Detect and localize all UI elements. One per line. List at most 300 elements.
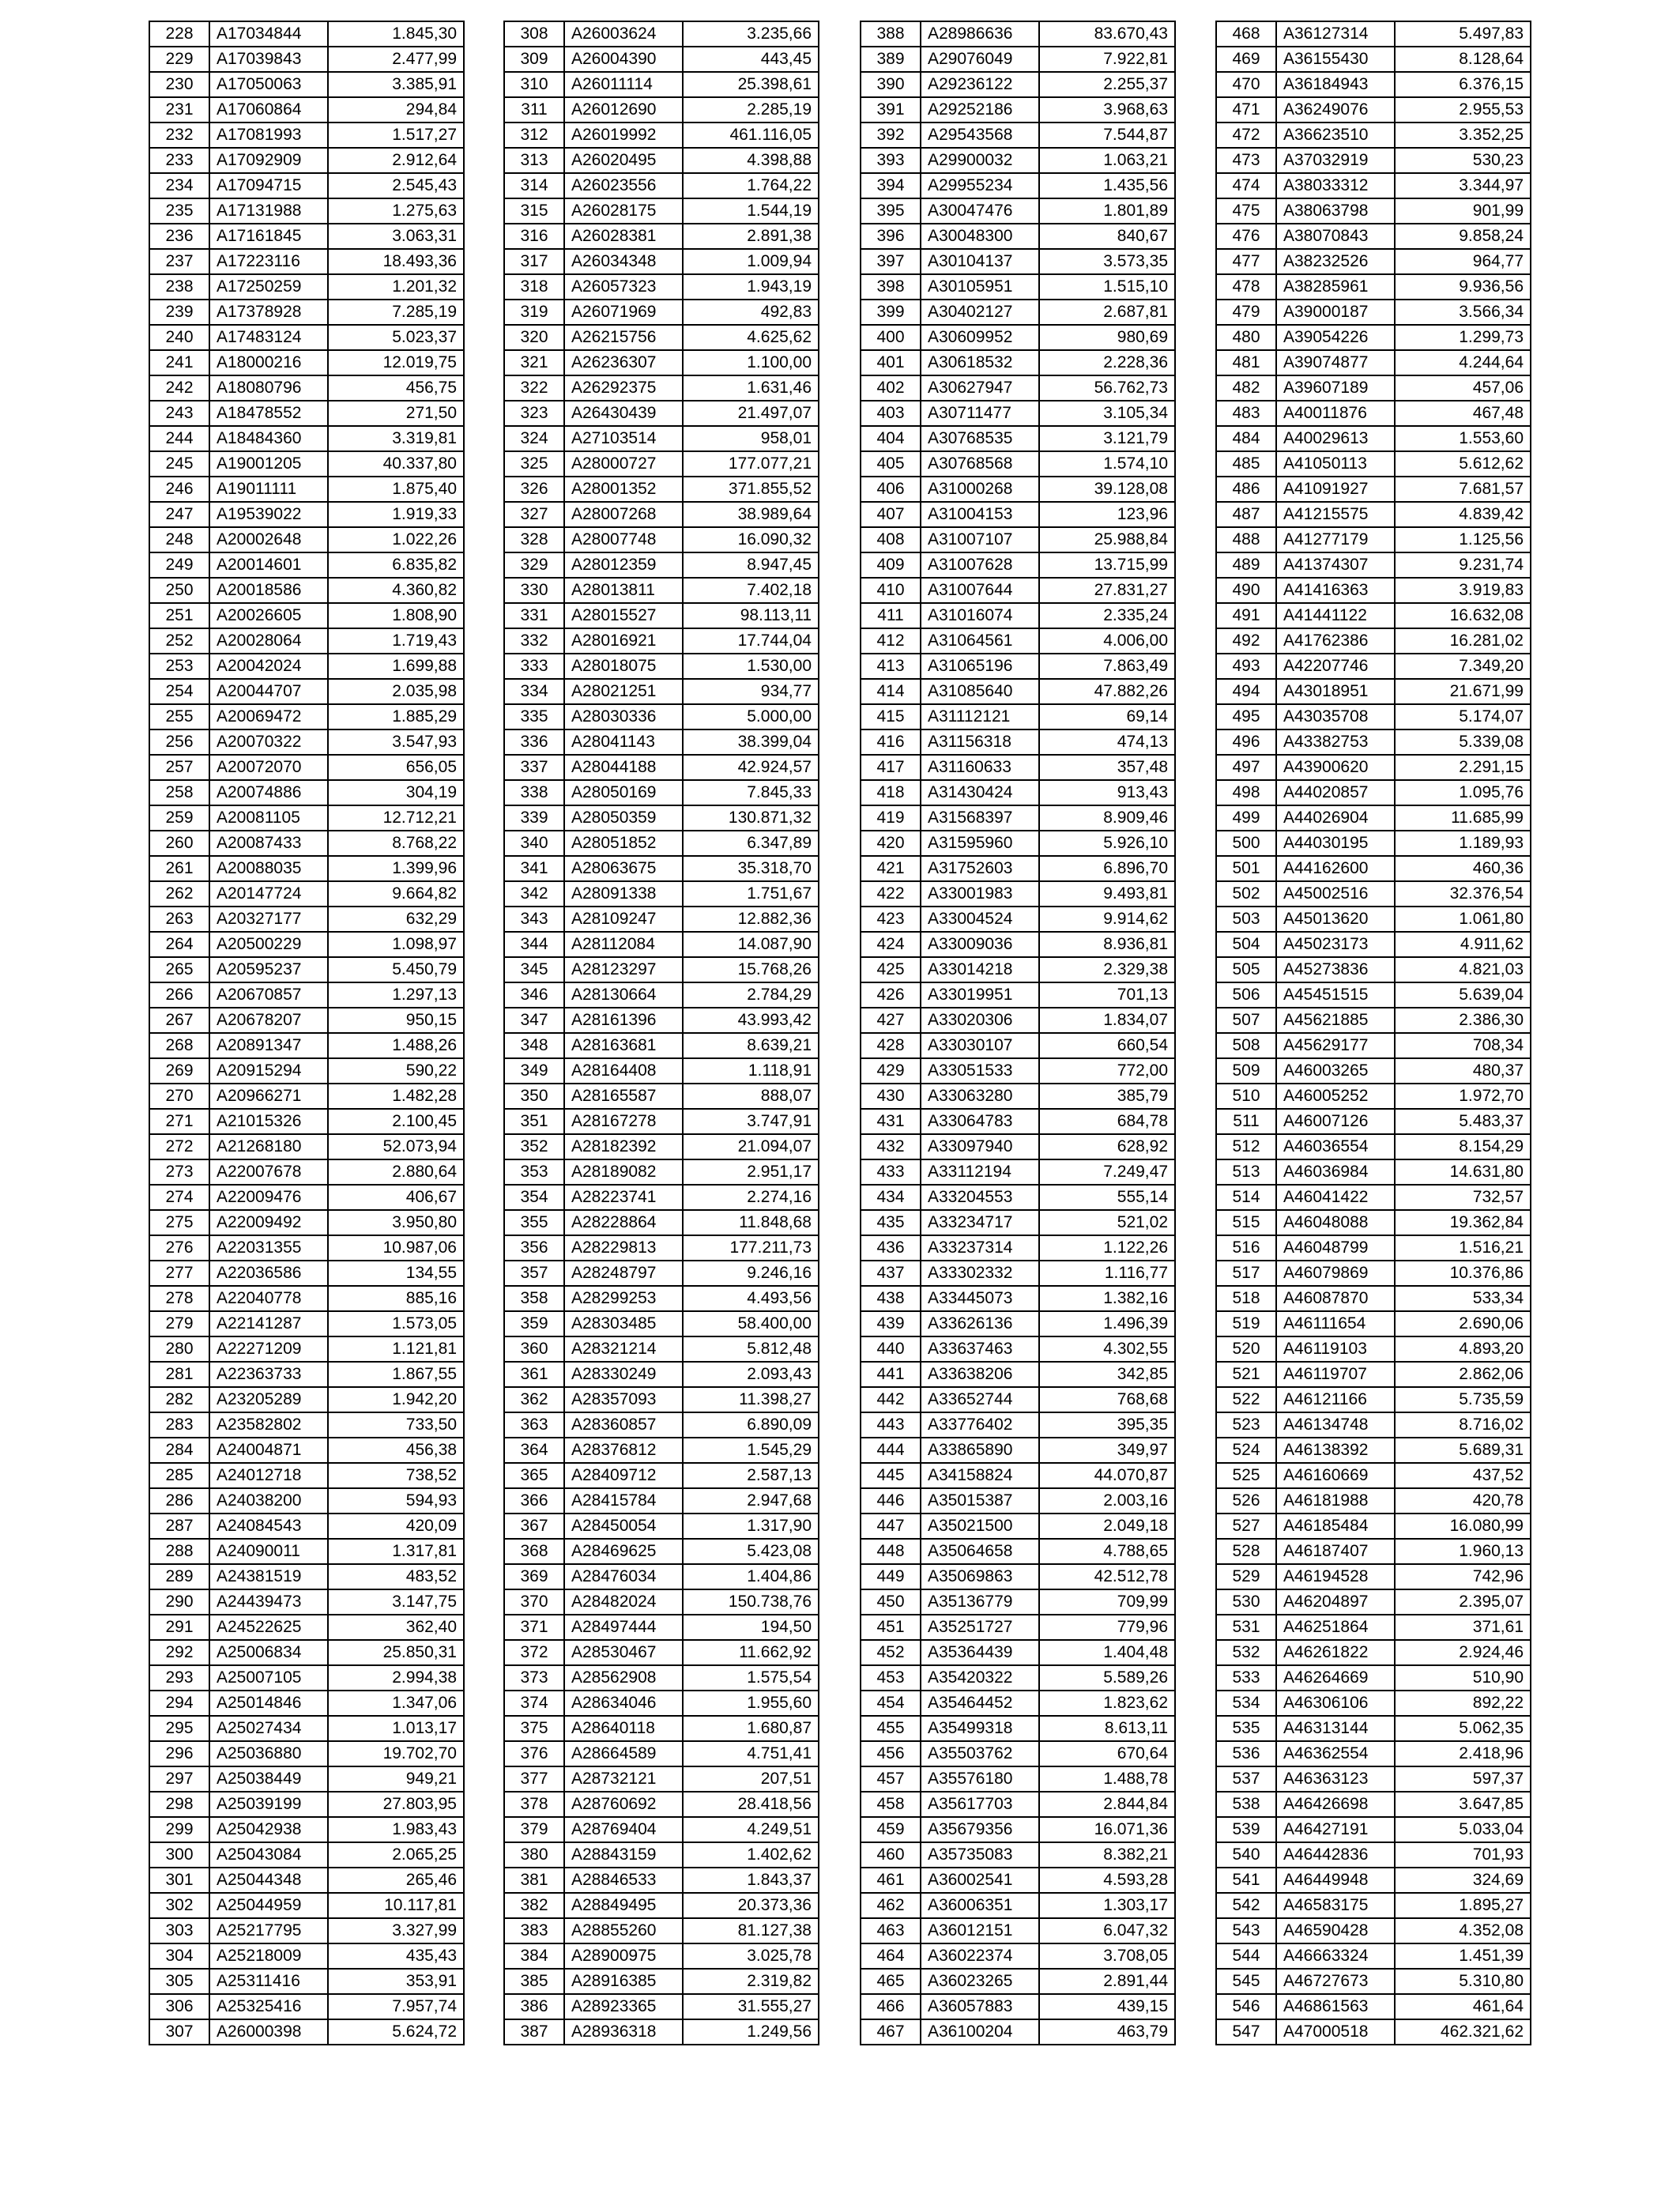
row-number: 380 <box>504 1842 564 1868</box>
account-code: A26000398 <box>209 2019 328 2045</box>
row-number: 473 <box>1216 148 1276 173</box>
table-row <box>861 2019 1175 2045</box>
amount: 1.751,67 <box>683 881 819 907</box>
amount: 2.690,06 <box>1395 1311 1531 1336</box>
row-number: 464 <box>861 1943 921 1969</box>
account-code: A33234717 <box>921 1210 1039 1235</box>
account-code: A46181988 <box>1276 1488 1395 1514</box>
table-row <box>504 1741 819 1766</box>
amount: 194,50 <box>683 1615 819 1640</box>
row-number: 256 <box>149 729 209 755</box>
row-number: 510 <box>1216 1084 1276 1109</box>
table-row <box>861 881 1175 907</box>
table-row <box>149 1640 464 1665</box>
row-number: 418 <box>861 780 921 805</box>
amount: 5.062,35 <box>1395 1716 1531 1741</box>
row-number: 245 <box>149 451 209 477</box>
table-row <box>1216 451 1531 477</box>
amount: 701,93 <box>1395 1842 1531 1868</box>
amount: 684,78 <box>1039 1109 1175 1134</box>
account-code: A28223741 <box>564 1185 683 1210</box>
table-row <box>149 907 464 932</box>
account-code: A28482024 <box>564 1589 683 1615</box>
amount: 1.885,29 <box>328 704 464 729</box>
amount: 4.911,62 <box>1395 932 1531 957</box>
amount: 1.399,96 <box>328 856 464 881</box>
amount: 590,22 <box>328 1058 464 1084</box>
table-row <box>861 1792 1175 1817</box>
table-row <box>504 198 819 224</box>
row-number: 449 <box>861 1564 921 1589</box>
table-row <box>861 502 1175 527</box>
account-code: A33237314 <box>921 1235 1039 1261</box>
amount: 42.924,57 <box>683 755 819 780</box>
table-row <box>1216 1134 1531 1159</box>
amount: 467,48 <box>1395 401 1531 426</box>
amount: 395,35 <box>1039 1412 1175 1438</box>
amount: 304,19 <box>328 780 464 805</box>
amount: 457,06 <box>1395 375 1531 401</box>
table-row <box>149 1134 464 1159</box>
amount: 480,37 <box>1395 1058 1531 1084</box>
amount: 3.708,05 <box>1039 1943 1175 1969</box>
account-code: A22141287 <box>209 1311 328 1336</box>
row-number: 260 <box>149 831 209 856</box>
row-number: 364 <box>504 1438 564 1463</box>
account-code: A41416363 <box>1276 578 1395 603</box>
account-code: A41374307 <box>1276 552 1395 578</box>
table-row <box>1216 1943 1531 1969</box>
account-code: A43900620 <box>1276 755 1395 780</box>
table-row <box>149 982 464 1008</box>
amount: 371,61 <box>1395 1615 1531 1640</box>
amount: 13.715,99 <box>1039 552 1175 578</box>
row-number: 481 <box>1216 350 1276 375</box>
table-row <box>1216 1842 1531 1868</box>
amount: 16.071,36 <box>1039 1817 1175 1842</box>
table-row <box>149 1994 464 2019</box>
amount: 207,51 <box>683 1766 819 1792</box>
account-code: A44030195 <box>1276 831 1395 856</box>
account-code: A36184943 <box>1276 72 1395 97</box>
row-number: 521 <box>1216 1362 1276 1387</box>
table-row <box>861 1311 1175 1336</box>
table-row <box>504 654 819 679</box>
table-row <box>149 856 464 881</box>
table-row <box>861 578 1175 603</box>
table-row <box>149 274 464 300</box>
account-code: A17092909 <box>209 148 328 173</box>
account-code: A20891347 <box>209 1033 328 1058</box>
table-row <box>1216 1994 1531 2019</box>
amount: 5.310,80 <box>1395 1969 1531 1994</box>
table-row <box>861 1412 1175 1438</box>
row-number: 529 <box>1216 1564 1276 1589</box>
row-number: 233 <box>149 148 209 173</box>
account-code: A26012690 <box>564 97 683 123</box>
row-number: 439 <box>861 1311 921 1336</box>
amount: 3.121,79 <box>1039 426 1175 451</box>
table-row <box>504 1084 819 1109</box>
account-code: A31595960 <box>921 831 1039 856</box>
account-code: A46111654 <box>1276 1311 1395 1336</box>
account-code: A39000187 <box>1276 300 1395 325</box>
table-row <box>504 97 819 123</box>
account-code: A46449948 <box>1276 1868 1395 1893</box>
account-code: A20072070 <box>209 755 328 780</box>
row-number: 316 <box>504 224 564 249</box>
table-row <box>1216 654 1531 679</box>
row-number: 280 <box>149 1336 209 1362</box>
row-number: 520 <box>1216 1336 1276 1362</box>
table-row <box>861 729 1175 755</box>
account-code: A46264669 <box>1276 1665 1395 1691</box>
account-code: A25043084 <box>209 1842 328 1868</box>
amount: 39.128,08 <box>1039 477 1175 502</box>
amount: 5.174,07 <box>1395 704 1531 729</box>
account-code: A39074877 <box>1276 350 1395 375</box>
row-number: 432 <box>861 1134 921 1159</box>
row-number: 406 <box>861 477 921 502</box>
account-code: A28469625 <box>564 1539 683 1564</box>
row-number: 506 <box>1216 982 1276 1008</box>
account-code: A46362554 <box>1276 1741 1395 1766</box>
table-row <box>149 957 464 982</box>
table-row <box>1216 1589 1531 1615</box>
table-row <box>861 1615 1175 1640</box>
row-number: 229 <box>149 47 209 72</box>
account-code: A44026904 <box>1276 805 1395 831</box>
table-row <box>149 1235 464 1261</box>
table-row <box>504 477 819 502</box>
row-number: 398 <box>861 274 921 300</box>
account-code: A46187407 <box>1276 1539 1395 1564</box>
amount: 8.639,21 <box>683 1033 819 1058</box>
amount: 21.094,07 <box>683 1134 819 1159</box>
account-code: A25217795 <box>209 1918 328 1943</box>
table-row <box>1216 679 1531 704</box>
row-number: 243 <box>149 401 209 426</box>
account-code: A28007268 <box>564 502 683 527</box>
table-row <box>149 704 464 729</box>
table-row <box>149 21 464 47</box>
account-code: A28299253 <box>564 1286 683 1311</box>
row-number: 254 <box>149 679 209 704</box>
row-number: 330 <box>504 578 564 603</box>
row-number: 407 <box>861 502 921 527</box>
account-code: A30609952 <box>921 325 1039 350</box>
amount: 5.589,26 <box>1039 1665 1175 1691</box>
amount: 25.398,61 <box>683 72 819 97</box>
row-number: 492 <box>1216 628 1276 654</box>
account-code: A28664589 <box>564 1741 683 1766</box>
row-number: 307 <box>149 2019 209 2045</box>
row-number: 541 <box>1216 1868 1276 1893</box>
account-code: A33112194 <box>921 1159 1039 1185</box>
table-row <box>504 1589 819 1615</box>
amount: 11.398,27 <box>683 1387 819 1412</box>
account-code: A46041422 <box>1276 1185 1395 1210</box>
account-code: A43035708 <box>1276 704 1395 729</box>
table-row <box>1216 1311 1531 1336</box>
table-row <box>504 603 819 628</box>
account-code: A18080796 <box>209 375 328 401</box>
account-code: A28986636 <box>921 21 1039 47</box>
row-number: 372 <box>504 1640 564 1665</box>
amount: 5.624,72 <box>328 2019 464 2045</box>
account-code: A36002541 <box>921 1868 1039 1893</box>
table-row <box>504 300 819 325</box>
amount: 2.994,38 <box>328 1665 464 1691</box>
table-row <box>504 1488 819 1514</box>
row-number: 262 <box>149 881 209 907</box>
table-row <box>1216 628 1531 654</box>
row-number: 487 <box>1216 502 1276 527</box>
row-number: 511 <box>1216 1109 1276 1134</box>
row-number: 482 <box>1216 375 1276 401</box>
table-row <box>861 47 1175 72</box>
table-row <box>1216 198 1531 224</box>
amount: 2.035,98 <box>328 679 464 704</box>
row-number: 336 <box>504 729 564 755</box>
amount: 271,50 <box>328 401 464 426</box>
row-number: 389 <box>861 47 921 72</box>
account-code: A24522625 <box>209 1615 328 1640</box>
account-code: A31004153 <box>921 502 1039 527</box>
account-code: A28415784 <box>564 1488 683 1514</box>
table-row <box>1216 1235 1531 1261</box>
row-number: 513 <box>1216 1159 1276 1185</box>
account-code: A25044959 <box>209 1893 328 1918</box>
row-number: 239 <box>149 300 209 325</box>
amount: 10.117,81 <box>328 1893 464 1918</box>
row-number: 273 <box>149 1159 209 1185</box>
row-number: 344 <box>504 932 564 957</box>
row-number: 310 <box>504 72 564 97</box>
table-row <box>149 1589 464 1615</box>
account-code: A46138392 <box>1276 1438 1395 1463</box>
amount: 342,85 <box>1039 1362 1175 1387</box>
row-number: 535 <box>1216 1716 1276 1741</box>
table-row <box>504 1109 819 1134</box>
account-code: A31568397 <box>921 805 1039 831</box>
account-code: A29236122 <box>921 72 1039 97</box>
account-code: A20670857 <box>209 982 328 1008</box>
amount: 3.025,78 <box>683 1943 819 1969</box>
account-code: A36155430 <box>1276 47 1395 72</box>
table-row <box>149 1185 464 1210</box>
amount: 492,83 <box>683 300 819 325</box>
table-row <box>861 831 1175 856</box>
account-code: A35735083 <box>921 1842 1039 1868</box>
account-code: A20147724 <box>209 881 328 907</box>
account-code: A35251727 <box>921 1615 1039 1640</box>
account-code: A41441122 <box>1276 603 1395 628</box>
amount: 10.376,86 <box>1395 1261 1531 1286</box>
table-row <box>149 1488 464 1514</box>
table-row <box>504 1691 819 1716</box>
amount: 1.573,05 <box>328 1311 464 1336</box>
amount: 901,99 <box>1395 198 1531 224</box>
table-row <box>861 1640 1175 1665</box>
amount: 742,96 <box>1395 1564 1531 1589</box>
amount: 8.947,45 <box>683 552 819 578</box>
account-code: A41091927 <box>1276 477 1395 502</box>
table-row <box>504 628 819 654</box>
amount: 27.803,95 <box>328 1792 464 1817</box>
table-row <box>1216 325 1531 350</box>
table-row <box>504 982 819 1008</box>
account-code: A25027434 <box>209 1716 328 1741</box>
row-number: 290 <box>149 1589 209 1615</box>
row-number: 547 <box>1216 2019 1276 2045</box>
table-row <box>861 1261 1175 1286</box>
table-row <box>1216 805 1531 831</box>
row-number: 247 <box>149 502 209 527</box>
table-row <box>149 755 464 780</box>
ledger-column-4 <box>1215 21 1531 2045</box>
table-row <box>1216 1008 1531 1033</box>
account-code: A35576180 <box>921 1766 1039 1792</box>
amount: 371.855,52 <box>683 477 819 502</box>
amount: 980,69 <box>1039 325 1175 350</box>
amount: 885,16 <box>328 1286 464 1311</box>
account-code: A35069863 <box>921 1564 1039 1589</box>
amount: 1.517,27 <box>328 123 464 148</box>
amount: 81.127,38 <box>683 1918 819 1943</box>
table-row <box>1216 1514 1531 1539</box>
table-row <box>861 123 1175 148</box>
account-code: A33204553 <box>921 1185 1039 1210</box>
row-number: 242 <box>149 375 209 401</box>
table-row <box>149 451 464 477</box>
ledger-column-1 <box>149 21 465 2045</box>
row-number: 441 <box>861 1362 921 1387</box>
table-row <box>504 1008 819 1033</box>
account-code: A28018075 <box>564 654 683 679</box>
table-row <box>861 957 1175 982</box>
amount: 47.882,26 <box>1039 679 1175 704</box>
amount: 28.418,56 <box>683 1792 819 1817</box>
row-number: 327 <box>504 502 564 527</box>
table-row <box>1216 1868 1531 1893</box>
table-row <box>149 1817 464 1842</box>
account-code: A33652744 <box>921 1387 1039 1412</box>
row-number: 250 <box>149 578 209 603</box>
row-number: 329 <box>504 552 564 578</box>
amount: 3.105,34 <box>1039 401 1175 426</box>
account-code: A20595237 <box>209 957 328 982</box>
row-number: 318 <box>504 274 564 300</box>
account-code: A33445073 <box>921 1286 1039 1311</box>
account-code: A37032919 <box>1276 148 1395 173</box>
table-row <box>861 1286 1175 1311</box>
table-row <box>504 1058 819 1084</box>
row-number: 419 <box>861 805 921 831</box>
account-code: A46036984 <box>1276 1159 1395 1185</box>
amount: 4.893,20 <box>1395 1336 1531 1362</box>
row-number: 315 <box>504 198 564 224</box>
row-number: 370 <box>504 1589 564 1615</box>
amount: 8.936,81 <box>1039 932 1175 957</box>
row-number: 325 <box>504 451 564 477</box>
amount: 3.950,80 <box>328 1210 464 1235</box>
account-code: A25042938 <box>209 1817 328 1842</box>
amount: 15.768,26 <box>683 957 819 982</box>
account-code: A17161845 <box>209 224 328 249</box>
table-row <box>1216 1665 1531 1691</box>
amount: 461.116,05 <box>683 123 819 148</box>
amount: 6.835,82 <box>328 552 464 578</box>
amount: 2.784,29 <box>683 982 819 1008</box>
amount: 8.128,64 <box>1395 47 1531 72</box>
table-row <box>504 148 819 173</box>
row-number: 437 <box>861 1261 921 1286</box>
amount: 3.919,83 <box>1395 578 1531 603</box>
table-row <box>1216 401 1531 426</box>
amount: 25.988,84 <box>1039 527 1175 552</box>
account-code: A46005252 <box>1276 1084 1395 1109</box>
table-row <box>149 1741 464 1766</box>
row-number: 343 <box>504 907 564 932</box>
amount: 12.019,75 <box>328 350 464 375</box>
account-code: A30048300 <box>921 224 1039 249</box>
row-number: 514 <box>1216 1185 1276 1210</box>
amount: 738,52 <box>328 1463 464 1488</box>
row-number: 306 <box>149 1994 209 2019</box>
amount: 2.477,99 <box>328 47 464 72</box>
amount: 1.402,62 <box>683 1842 819 1868</box>
account-code: A33051533 <box>921 1058 1039 1084</box>
table-row <box>861 907 1175 932</box>
account-code: A31016074 <box>921 603 1039 628</box>
table-row <box>1216 1033 1531 1058</box>
table-row <box>504 1412 819 1438</box>
account-code: A20002648 <box>209 527 328 552</box>
ledger-column-2 <box>503 21 819 2045</box>
amount: 1.022,26 <box>328 527 464 552</box>
row-number: 463 <box>861 1918 921 1943</box>
account-code: A28021251 <box>564 679 683 704</box>
account-code: A33865890 <box>921 1438 1039 1463</box>
row-number: 270 <box>149 1084 209 1109</box>
table-row <box>504 1134 819 1159</box>
row-number: 291 <box>149 1615 209 1640</box>
row-number: 383 <box>504 1918 564 1943</box>
amount: 4.788,65 <box>1039 1539 1175 1564</box>
account-code: A28450054 <box>564 1514 683 1539</box>
account-code: A46663324 <box>1276 1943 1395 1969</box>
row-number: 507 <box>1216 1008 1276 1033</box>
account-code: A17131988 <box>209 198 328 224</box>
amount: 353,91 <box>328 1969 464 1994</box>
table-row <box>149 1008 464 1033</box>
table-row <box>504 578 819 603</box>
table-row <box>1216 274 1531 300</box>
amount: 656,05 <box>328 755 464 780</box>
table-row <box>504 755 819 780</box>
amount: 2.335,24 <box>1039 603 1175 628</box>
account-code: A20044707 <box>209 679 328 704</box>
table-row <box>504 1539 819 1564</box>
row-number: 377 <box>504 1766 564 1792</box>
row-number: 261 <box>149 856 209 881</box>
amount: 2.100,45 <box>328 1109 464 1134</box>
amount: 628,92 <box>1039 1134 1175 1159</box>
amount: 5.639,04 <box>1395 982 1531 1008</box>
table-row <box>149 1159 464 1185</box>
table-row <box>1216 1210 1531 1235</box>
